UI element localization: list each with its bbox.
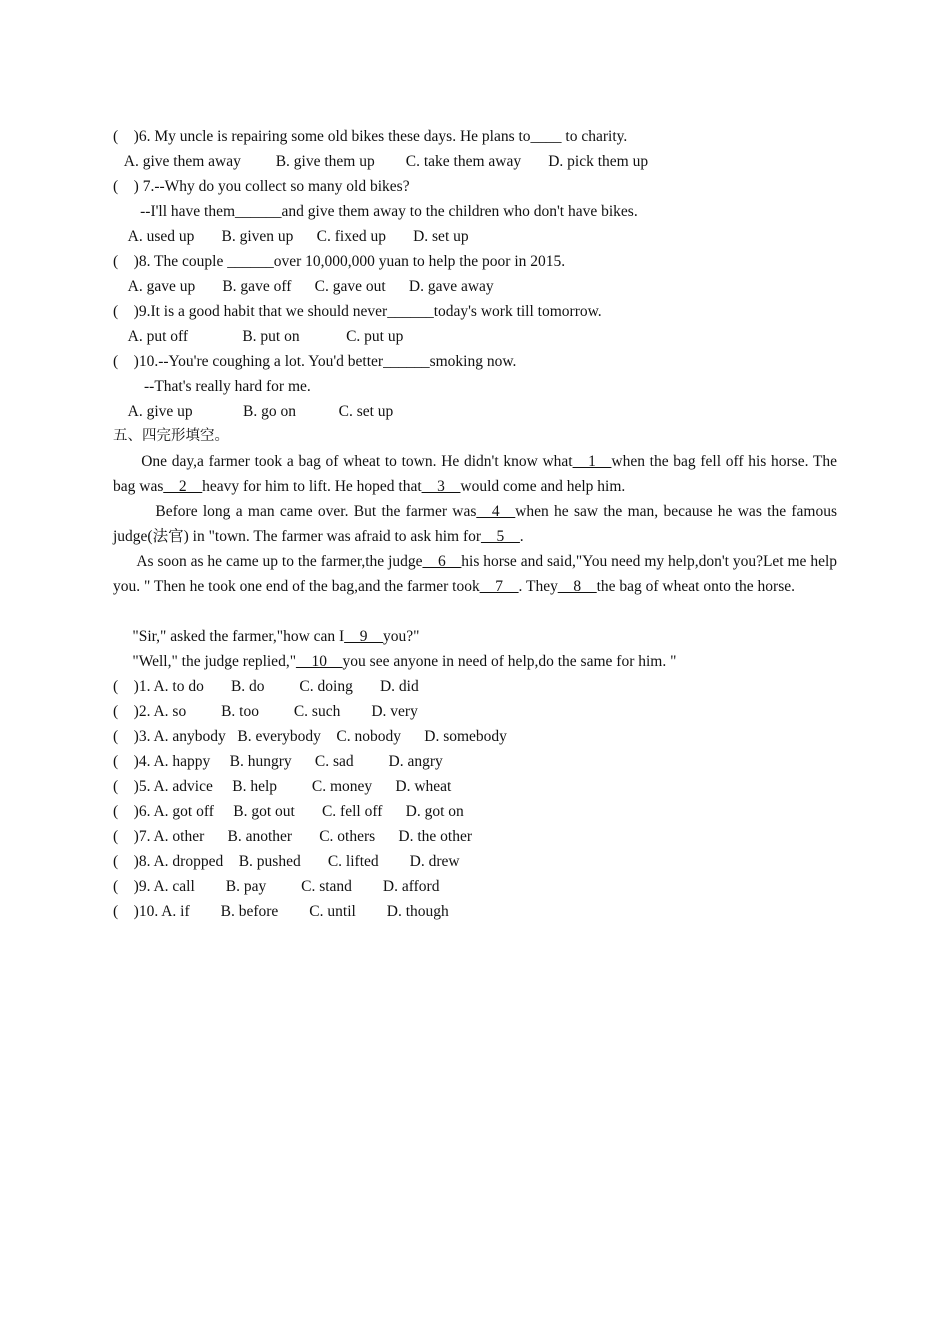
question-10-options: A. give up B. go on C. set up [113,403,394,420]
question-9-options: A. put off B. put on C. put up [113,328,404,345]
cloze-question-10: ( )10. A. if B. before C. until D. though [113,903,449,920]
passage-paragraph-1: One day,a farmer took a bag of wheat to town. He didn't know what__1__when the bag fell off his horse. The bag was__2__heavy for him to lift. He hoped that__3__would come and help him. [113,453,841,495]
passage-paragraph-5: "Well," the judge replied,"__10__you see anyone in need of help,do the same for him. " [113,653,677,670]
cloze-question-5: ( )5. A. advice B. help C. money D. wheat [113,778,452,795]
cloze-question-7: ( )7. A. other B. another C. others D. the other [113,828,473,845]
passage-paragraph-3: As soon as he came up to the farmer,the judge__6__his horse and said,"You need my help,don't you?Let me help you. " Then he took one end of the bag,and the farmer took__7__. They__8__the bag of wheat onto the horse. [113,553,841,595]
question-7-options: A. used up B. given up C. fixed up D. set up [113,228,469,245]
cloze-question-4: ( )4. A. happy B. hungry C. sad D. angry [113,753,443,770]
question-9-stem: ( )9.It is a good habit that we should never______today's work till tomorrow. [113,303,602,320]
cloze-question-6: ( )6. A. got off B. got out C. fell off D. got on [113,803,464,820]
question-10-stem: ( )10.--You're coughing a lot. You'd better______smoking now. [113,353,517,370]
cloze-question-1: ( )1. A. to do B. do C. doing D. did [113,678,419,695]
passage-paragraph-2: Before long a man came over. But the farmer was__4__when he saw the man, because he was the famous judge(法官) in "town. The farmer was afraid to ask him for__5__. [113,503,841,545]
cloze-question-2: ( )2. A. so B. too C. such D. very [113,703,418,720]
blank-5: __5__ [481,528,520,545]
section-heading: 五、四完形填空。 [113,428,229,444]
blank-6: __6__ [422,553,462,570]
blank-10: __10__ [296,653,343,670]
question-8-stem: ( )8. The couple ______over 10,000,000 yuan to help the poor in 2015. [113,253,566,270]
cloze-question-8: ( )8. A. dropped B. pushed C. lifted D. drew [113,853,460,870]
blank-4: __4__ [476,503,516,520]
question-7-reply: --I'll have them______and give them away to the children who don't have bikes. [113,203,638,220]
question-6-stem: ( )6. My uncle is repairing some old bikes these days. He plans to____ to charity. [113,128,628,145]
question-8-options: A. gave up B. gave off C. gave out D. gave away [113,278,494,295]
blank-7: __7__ [479,578,519,595]
question-7-stem: ( ) 7.--Why do you collect so many old bikes? [113,178,410,195]
blank-9: __9__ [344,628,383,645]
blank-8: __8__ [557,578,597,595]
question-6-options: A. give them away B. give them up C. take them away D. pick them up [113,153,649,170]
question-10-reply: --That's really hard for me. [113,378,311,395]
blank-2: __2__ [163,478,203,495]
passage-paragraph-4: "Sir," asked the farmer,"how can I__9__you?" [113,628,420,645]
cloze-question-9: ( )9. A. call B. pay C. stand D. afford [113,878,440,895]
blank-1: __1__ [572,453,612,470]
blank-3: __3__ [421,478,461,495]
cloze-question-3: ( )3. A. anybody B. everybody C. nobody D. somebody [113,728,507,745]
